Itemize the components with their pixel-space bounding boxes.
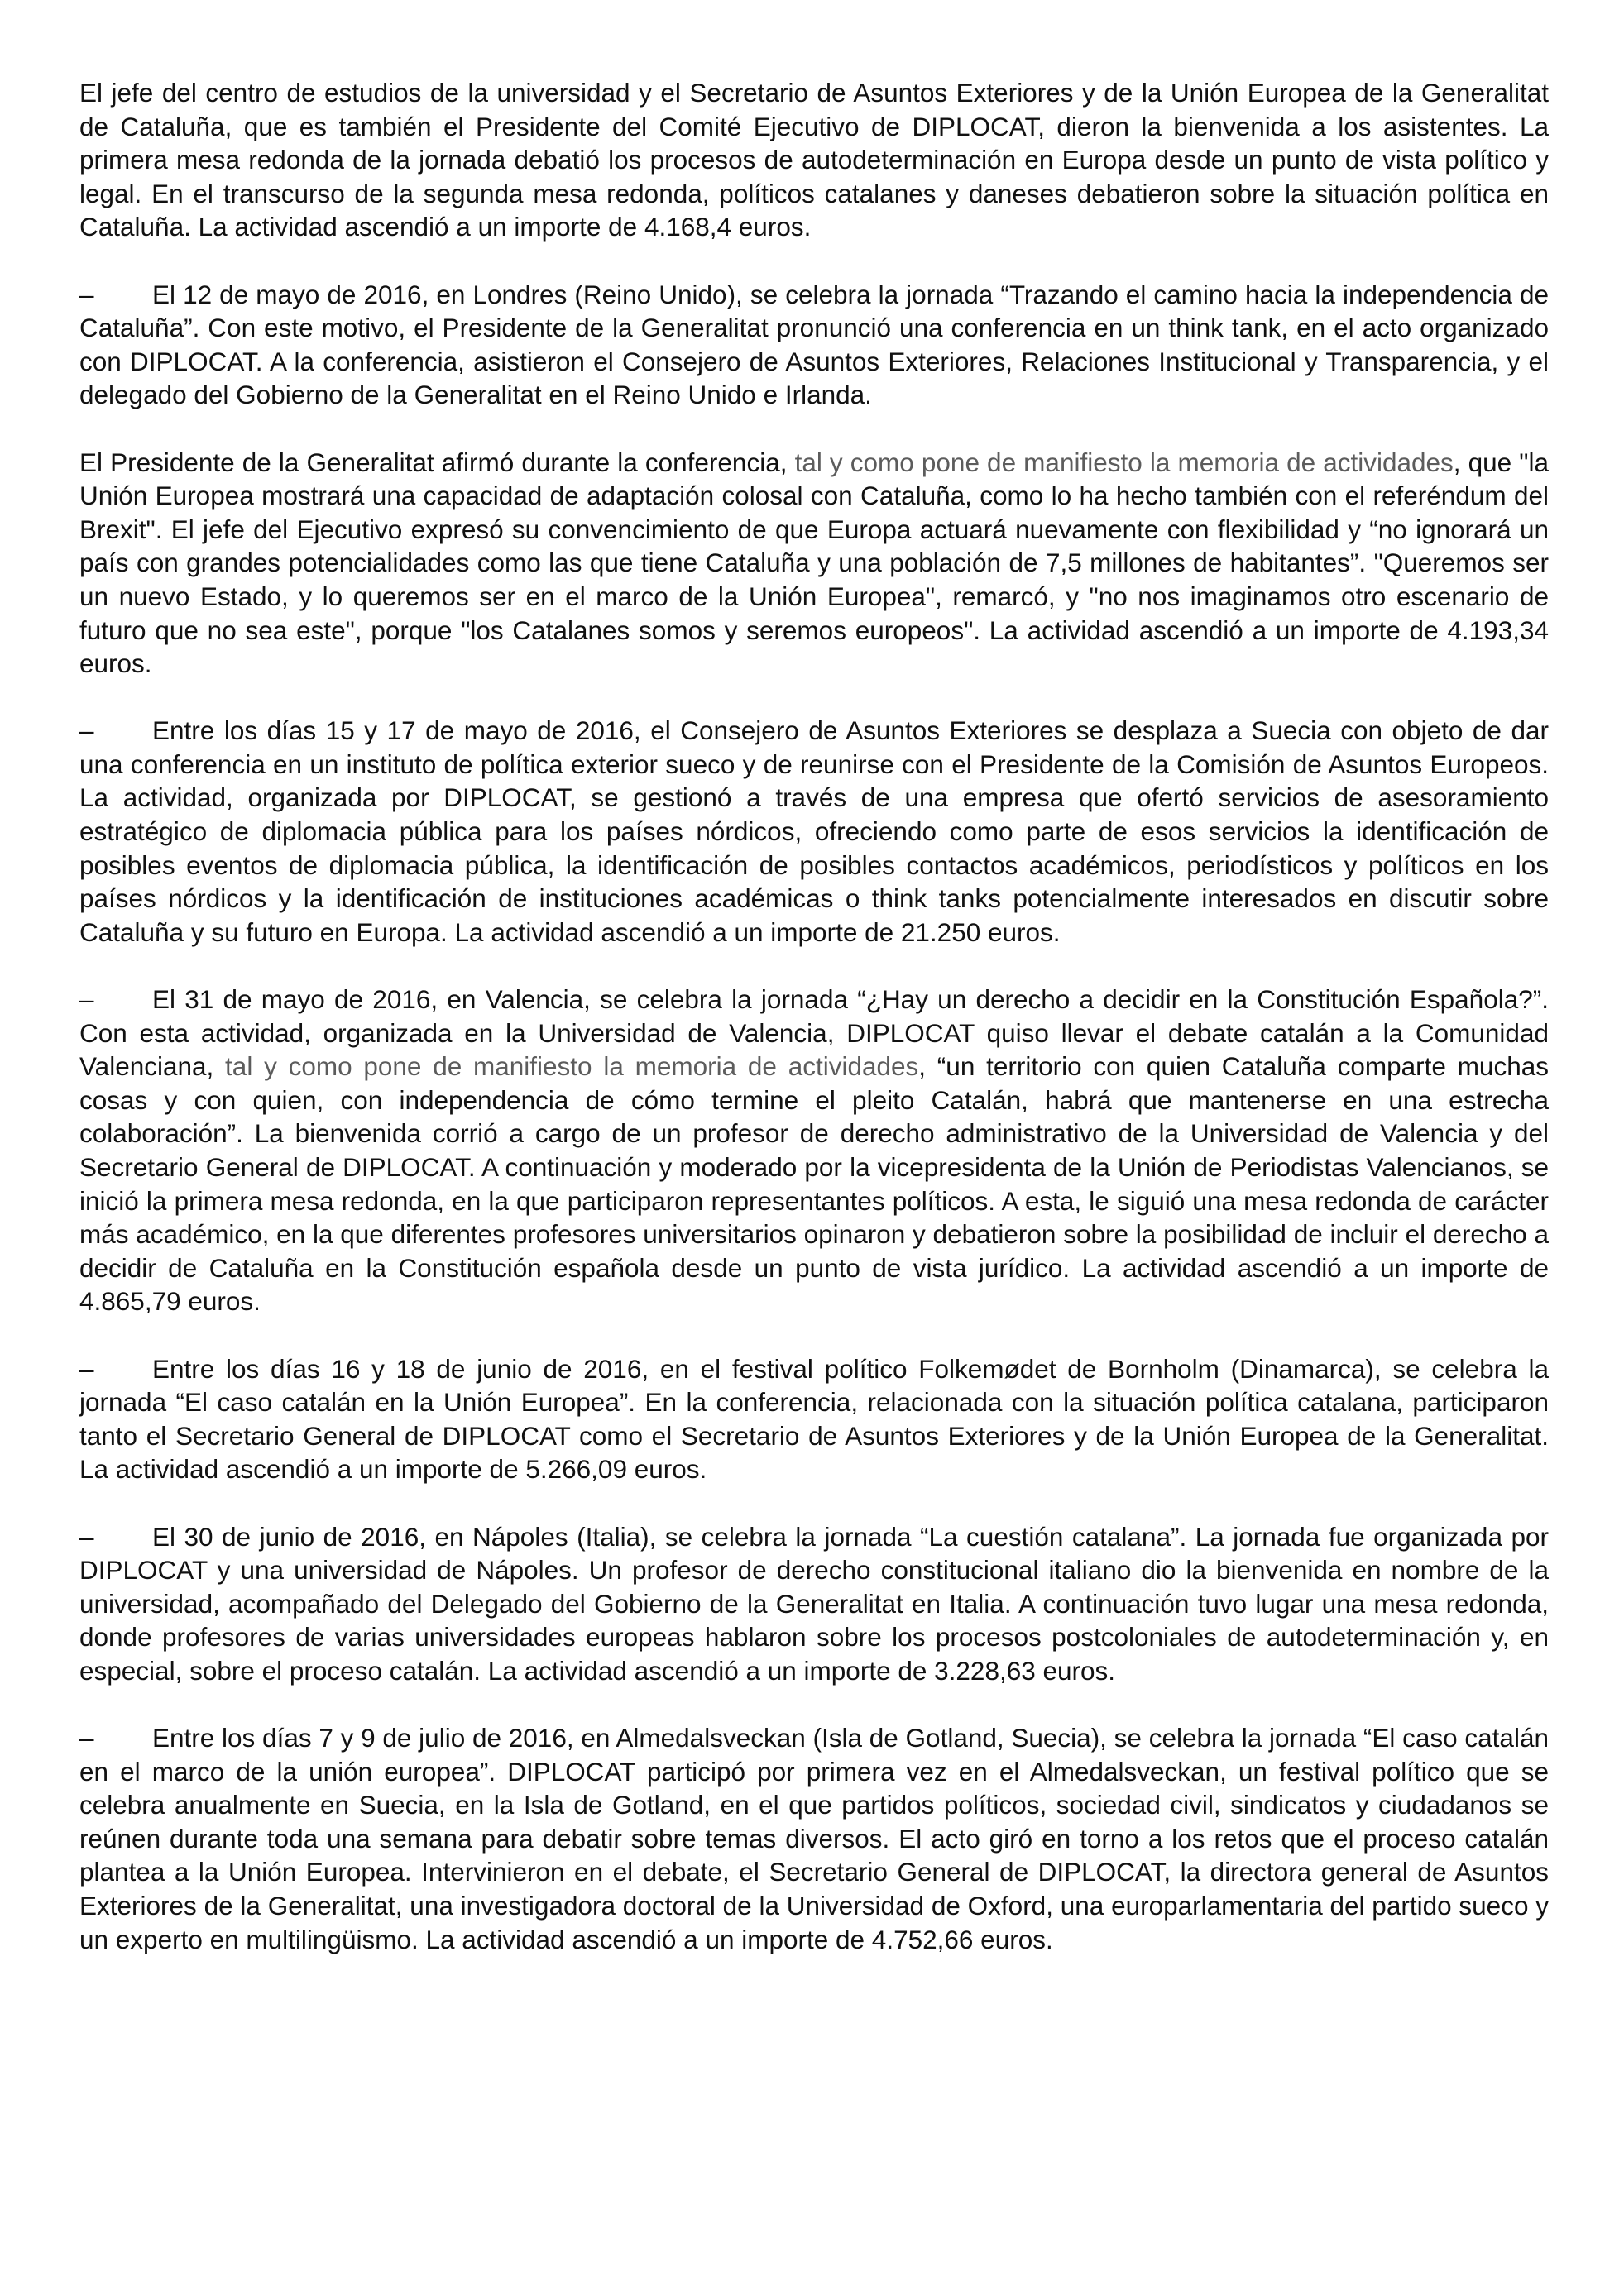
bullet-paragraph [79,983,1549,1318]
bullet-dash-icon: – [79,1723,94,1753]
paragraph-text: , que "la Unión Europea mostrará una capacidad de adaptación colosal con Cataluña, como lo ha hecho también con el referéndum del Brexit". El jefe del Ejecutivo expresó su convencimiento de que Europa actuará nuevamente con flexibilidad y “no ignorará un país con grandes potencialidades como las que tiene Cataluña y una población de 7,5 millones de habitantes”. "Queremos ser un nuevo Estado, y lo queremos ser en el marco de la Unión Europea", remarcó, y "no nos imaginamos otro escenario de futuro que no sea este", porque "los Catalanes somos y seremos europeos". La actividad ascendió a un importe de 4.193,34 euros. [79,447,1549,679]
bullet-paragraph [79,1520,1549,1688]
bullet-dash-icon: – [79,1521,94,1552]
paragraph-text: Entre los días 16 y 18 de junio de 2016, en el festival político Folkemødet de Bornholm (Dinamarca), se celebra la jornada “El caso catalán en la Unión Europea”. En la conferencia, relacionada con la situación política catalana, participaron tanto el Secretario General de DIPLOCAT como el Secretario de Asuntos Exteriores y de la Unión Europea de la Generalitat. La actividad ascendió a un importe de 5.266,09 euros. [79,1353,1549,1485]
paragraph-text: El 30 de junio de 2016, en Nápoles (Italia), se celebra la jornada “La cuestión catalana”. La jornada fue organizada por DIPLOCAT y una universidad de Nápoles. Un profesor de derecho constitucional italiano dio la bienvenida en nombre de la universidad, acompañado del Delegado del Gobierno de la Generalitat en Italia. A continuación tuvo lugar una mesa redonda, donde profesores de varias universidades europeas hablaron sobre los procesos postcoloniales de autodeterminación y, en especial, sobre el proceso catalán. La actividad ascendió a un importe de 3.228,63 euros. [79,1521,1549,1686]
bullet-dash-icon: – [79,1353,94,1384]
bullet-paragraph [79,1352,1549,1486]
bullet-dash-icon: – [79,279,94,309]
highlighted-text: tal y como pone de manifiesto la memoria de actividades [225,1051,919,1082]
paragraph-text: Entre los días 15 y 17 de mayo de 2016, el Consejero de Asuntos Exteriores se desplaza a Suecia con objeto de dar una conferencia en un instituto de política exterior sueco y de reunirse con el Presidente de la Comisión de Asuntos Europeos. La actividad, organizada por DIPLOCAT, se gestionó a través de una empresa que ofertó servicios de asesoramiento estratégico de diplomacia pública para los países nórdicos, ofreciendo como parte de esos servicios la identificación de posibles eventos de diplomacia pública, la identificación de posibles contactos académicos, periodísticos y políticos en los países nórdicos y la identificación de instituciones académicas o think tanks potencialmente interesados en discutir sobre Cataluña y su futuro en Europa. La actividad ascendió a un importe de 21.250 euros. [79,715,1549,947]
paragraph-text: El Presidente de la Generalitat afirmó durante la conferencia, [79,447,795,477]
highlighted-text: tal y como pone de manifiesto la memoria de actividades [794,447,1454,477]
bullet-paragraph [79,1721,1549,1956]
bullet-paragraph [79,278,1549,412]
document-page [79,76,1549,1990]
bullet-paragraph [79,714,1549,949]
paragraph-text: El jefe del centro de estudios de la universidad y el Secretario de Asuntos Exteriores y de la Unión Europea de la Generalitat de Cataluña, que es también el Presidente del Comité Ejecutivo de DIPLOCAT, dieron la bienvenida a los asistentes. La primera mesa redonda de la jornada debatió los procesos de autodeterminación en Europa desde un punto de vista político y legal. En el transcurso de la segunda mesa redonda, políticos catalanes y daneses debatieron sobre la situación política en Cataluña. La actividad ascendió a un importe de 4.168,4 euros. [79,78,1549,242]
paragraph-text: Entre los días 7 y 9 de julio de 2016, en Almedalsveckan (Isla de Gotland, Suecia), se celebra la jornada “El caso catalán en el marco de la unión europea”. DIPLOCAT participó por primera vez en el Almedalsveckan, un festival político que se celebra anualmente en Suecia, en la Isla de Gotland, en el que partidos políticos, sociedad civil, sindicatos y ciudadanos se reúnen durante toda una semana para debatir sobre temas diversos. El acto giró en torno a los retos que el proceso catalán plantea a la Unión Europea. Intervinieron en el debate, el Secretario General de DIPLOCAT, la directora general de Asuntos Exteriores de la Generalitat, una investigadora doctoral de la Universidad de Oxford, una europarlamentaria del partido sueco y un experto en multilingüismo. La actividad ascendió a un importe de 4.752,66 euros. [79,1723,1549,1954]
paragraph-text: El 12 de mayo de 2016, en Londres (Reino Unido), se celebra la jornada “Trazando el camino hacia la independencia de Cataluña”. Con este motivo, el Presidente de la Generalitat pronunció una conferencia en un think tank, en el acto organizado con DIPLOCAT. A la conferencia, asistieron el Consejero de Asuntos Exteriores, Relaciones Institucional y Transparencia, y el delegado del Gobierno de la Generalitat en el Reino Unido e Irlanda. [79,279,1549,410]
body-paragraph [79,76,1549,244]
paragraph-text: , “un territorio con quien Cataluña comparte muchas cosas y con quien, con independencia de cómo termine el pleito Catalán, habrá que mantenerse en una estrecha colaboración”. La bienvenida corrió a cargo de un profesor de derecho administrativo de la Universidad de Valencia y del Secretario General de DIPLOCAT. A continuación y moderado por la vicepresidenta de la Unión de Periodistas Valencianos, se inició la primera mesa redonda, en la que participaron representantes políticos. A esta, le siguió una mesa redonda de carácter más académico, en la que diferentes profesores universitarios opinaron y debatieron sobre la posibilidad de incluir el derecho a decidir de Cataluña en la Constitución española desde un punto de vista jurídico. La actividad ascendió a un importe de 4.865,79 euros. [79,1051,1549,1317]
bullet-dash-icon: – [79,715,94,746]
body-paragraph [79,446,1549,681]
bullet-dash-icon: – [79,984,94,1015]
paragraph-text: El 31 de mayo de 2016, en Valencia, se celebra la jornada “¿Hay un derecho a decidir en la Constitución Española?”. Con esta actividad, organizada en la Universidad de Valencia, DIPLOCAT quiso llevar el debate catalán a la Comunidad Valenciana, [79,984,1549,1082]
